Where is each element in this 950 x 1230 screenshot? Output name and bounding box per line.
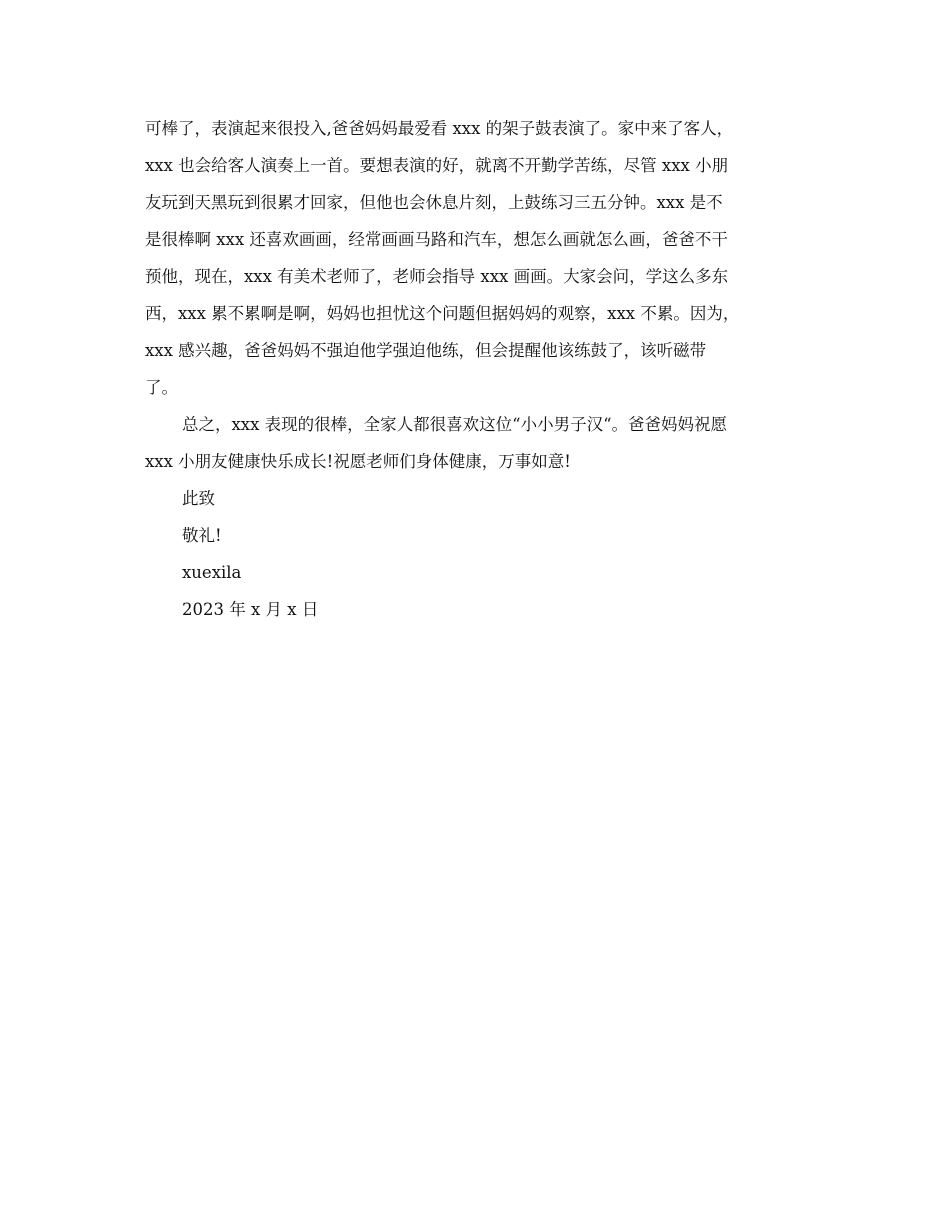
letter-date: 2023 年 x 月 x 日 <box>182 600 319 619</box>
paragraph-line: 预他，现在，xxx 有美术老师了，老师会指导 xxx 画画。大家会问，学这么多东 <box>145 267 729 286</box>
paragraph-line: xxx 小朋友健康快乐成长!祝愿老师们身体健康，万事如意! <box>145 452 571 471</box>
closing-phrase: 此致 <box>182 489 215 508</box>
paragraph-line: 是很棒啊 xxx 还喜欢画画，经常画画马路和汽车，想怎么画就怎么画，爸爸不干 <box>145 230 728 249</box>
paragraph-2 <box>145 406 795 480</box>
paragraph-line: 了。 <box>145 378 178 397</box>
paragraph-line: 西，xxx 累不累啊是啊，妈妈也担忧这个问题但据妈妈的观察，xxx 不累。因为， <box>145 304 740 323</box>
paragraph-line: xxx 感兴趣，爸爸妈妈不强迫他学强迫他练，但会提醒他该练鼓了，该听磁带 <box>145 341 707 360</box>
paragraph-1 <box>145 110 795 406</box>
signature: xuexila <box>182 563 242 582</box>
paragraph-line: 总之，xxx 表现的很棒，全家人都很喜欢这位“小小男子汉“。爸爸妈妈祝愿 <box>182 415 728 434</box>
salutation: 敬礼! <box>182 526 222 545</box>
paragraph-line: 友玩到天黑玩到很累才回家，但他也会休息片刻，上鼓练习三五分钟。xxx 是不 <box>145 193 723 212</box>
letter-body <box>145 110 795 628</box>
paragraph-line: 可棒了，表演起来很投入,爸爸妈妈最爱看 xxx 的架子鼓表演了。家中来了客人， <box>145 119 734 138</box>
paragraph-line: xxx 也会给客人演奏上一首。要想表演的好，就离不开勤学苦练，尽管 xxx 小朋 <box>145 156 729 175</box>
